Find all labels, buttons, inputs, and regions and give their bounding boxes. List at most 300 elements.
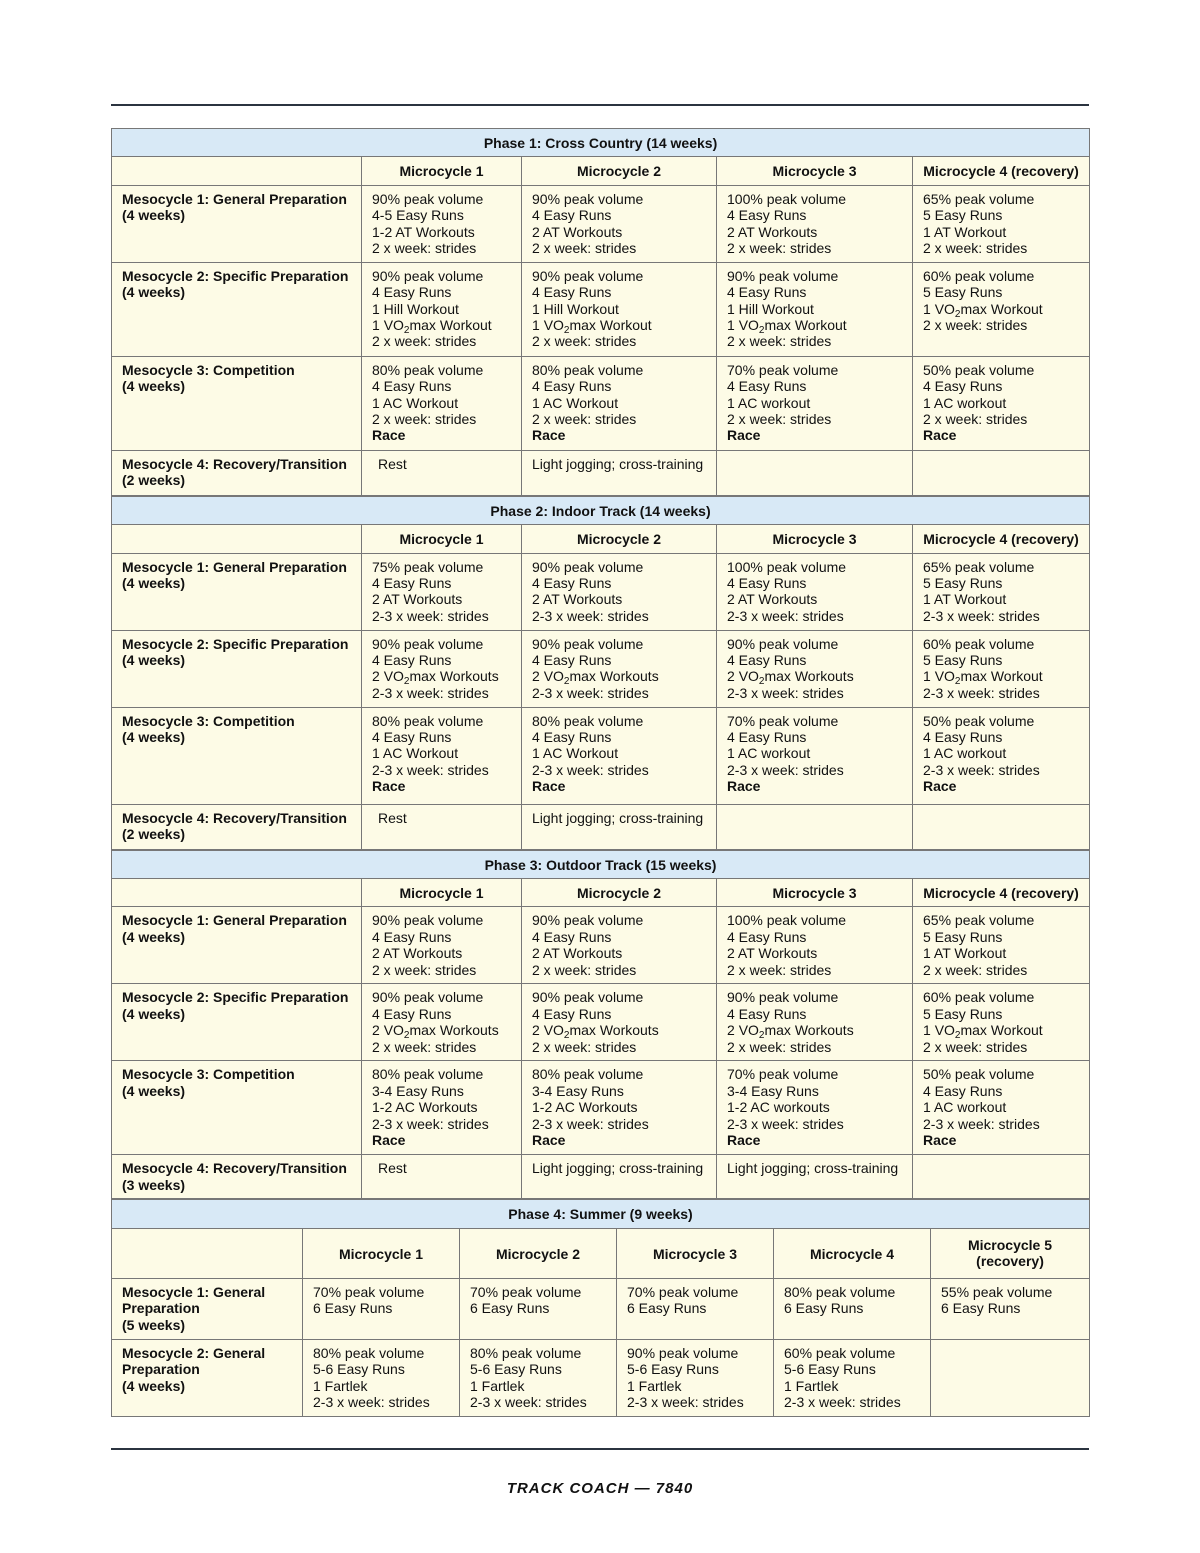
- microcycle-cell: [913, 804, 1090, 849]
- microcycle-header: Microcycle 1: [362, 157, 522, 185]
- cell-line: 2-3 x week: strides: [923, 684, 1040, 701]
- cell-line: 5 Easy Runs: [923, 207, 1003, 224]
- race-line: Race: [727, 427, 761, 444]
- cell-line: 2 x week: strides: [923, 961, 1028, 978]
- cell-line: 2 x week: strides: [532, 1038, 637, 1055]
- cell-line: 50% peak volume: [923, 712, 1035, 729]
- race-line: Race: [372, 778, 406, 795]
- cell-line: 2 x week: strides: [727, 961, 832, 978]
- microcycle-cell: [913, 1061, 1090, 1155]
- header-corner: [112, 157, 362, 185]
- microcycle-cell: [913, 450, 1090, 495]
- table-row: [112, 356, 1090, 450]
- cell-line: 5-6 Easy Runs: [470, 1361, 562, 1378]
- mesocycle-label: [112, 707, 362, 804]
- microcycle-header: Microcycle 3: [717, 157, 913, 185]
- microcycle-cell: [362, 707, 522, 804]
- cell-line: 2 $VO_2\max$ Workouts: [727, 1022, 854, 1042]
- microcycle-cell: [717, 262, 913, 356]
- race-line: Race: [372, 1132, 406, 1149]
- table-row: [112, 185, 1090, 262]
- microcycle-cell: [522, 356, 717, 450]
- mesocycle-label: [112, 1155, 362, 1199]
- cell-line: 2 x week: strides: [372, 411, 477, 428]
- microcycle-cell: [717, 553, 913, 630]
- cell-line: 6 Easy Runs: [784, 1300, 864, 1317]
- microcycle-cell: [717, 1061, 913, 1155]
- microcycle-cell: [362, 1155, 522, 1199]
- cell-line: 90% peak volume: [532, 267, 644, 284]
- microcycle-header: Microcycle 1: [362, 525, 522, 553]
- cell-line: 2 $VO_2\max$ Workouts: [372, 1022, 499, 1042]
- cell-line: 4 Easy Runs: [532, 928, 612, 945]
- cell-line: 6 Easy Runs: [313, 1300, 393, 1317]
- cell-line: 3-4 Easy Runs: [532, 1082, 624, 1099]
- race-line: Race: [532, 1132, 566, 1149]
- microcycle-cell: [913, 553, 1090, 630]
- race-line: Race: [727, 1132, 761, 1149]
- cell-line: 80% peak volume: [532, 1066, 644, 1083]
- mesocycle-label-line: Mesocycle 1: General Preparation: [122, 190, 347, 207]
- mesocycle-label-line: (4 weeks): [122, 1082, 186, 1099]
- cell-line: 2 AT Workouts: [727, 591, 818, 608]
- cell-line: 2 $VO_2\max$ Workouts: [532, 1022, 659, 1042]
- microcycle-cell: [913, 262, 1090, 356]
- mesocycle-label: [112, 630, 362, 707]
- cell-line: 2-3 x week: strides: [627, 1394, 744, 1411]
- cell-line: 60% peak volume: [923, 635, 1035, 652]
- microcycle-cell: [362, 185, 522, 262]
- table-row: [112, 707, 1090, 804]
- cell-line: 2-3 x week: strides: [727, 761, 844, 778]
- race-line: Race: [727, 778, 761, 795]
- table-row: [112, 1061, 1090, 1155]
- microcycle-cell: [522, 450, 717, 495]
- microcycle-cell: [522, 553, 717, 630]
- cell-line: 80% peak volume: [313, 1344, 425, 1361]
- cell-line: 1 AC Workout: [372, 745, 459, 762]
- table-row: [112, 1339, 1090, 1416]
- mesocycle-label: [112, 1278, 303, 1339]
- cell-line: 2-3 x week: strides: [532, 1115, 649, 1132]
- cell-line: 50% peak volume: [923, 1066, 1035, 1083]
- cell-line: 60% peak volume: [784, 1344, 896, 1361]
- header-corner: [112, 879, 362, 907]
- microcycle-cell: [717, 984, 913, 1061]
- cell-line: 2 x week: strides: [532, 961, 637, 978]
- cell-line: Light jogging; cross-training: [532, 809, 704, 826]
- cell-line: 2 AT Workouts: [532, 945, 623, 962]
- microcycle-cell: [774, 1339, 931, 1416]
- cell-line: 90% peak volume: [372, 912, 484, 929]
- cell-line: 2-3 x week: strides: [372, 607, 489, 624]
- mesocycle-label: [112, 804, 362, 849]
- cell-line: 2 x week: strides: [532, 333, 637, 350]
- mesocycle-label: [112, 984, 362, 1061]
- cell-line: 2 x week: strides: [727, 411, 832, 428]
- race-line: Race: [372, 427, 406, 444]
- cell-line: 1-2 AC workouts: [727, 1099, 830, 1116]
- mesocycle-label-line: (2 weeks): [122, 826, 186, 843]
- cell-line: 2 AT Workouts: [727, 223, 818, 240]
- cell-line: 1-2 AT Workouts: [372, 223, 475, 240]
- cell-line: 4 Easy Runs: [727, 1005, 807, 1022]
- cell-line: 5 Easy Runs: [923, 652, 1003, 669]
- cell-line: 70% peak volume: [727, 712, 839, 729]
- cell-line: 70% peak volume: [470, 1283, 582, 1300]
- mesocycle-label-line: Mesocycle 4: Recovery/Transition: [122, 809, 347, 826]
- microcycle-cell: [460, 1339, 617, 1416]
- cell-line: 2 x week: strides: [727, 1038, 832, 1055]
- cell-line: 4 Easy Runs: [727, 207, 807, 224]
- cell-line: 1 AC Workout: [372, 394, 459, 411]
- cell-line: 60% peak volume: [923, 267, 1035, 284]
- cell-line: 4 Easy Runs: [923, 378, 1003, 395]
- phase-title: Phase 1: Cross Country (14 weeks): [112, 129, 1090, 157]
- microcycle-header: Microcycle 4 (recovery): [913, 879, 1090, 907]
- cell-line: 2-3 x week: strides: [372, 761, 489, 778]
- cell-line: 80% peak volume: [784, 1283, 896, 1300]
- microcycle-cell: [717, 356, 913, 450]
- mesocycle-label-line: Mesocycle 4: Recovery/Transition: [122, 455, 347, 472]
- cell-line: 5-6 Easy Runs: [313, 1361, 405, 1378]
- cell-line: 100% peak volume: [727, 558, 847, 575]
- cell-line: 4 Easy Runs: [532, 207, 612, 224]
- cell-line: 80% peak volume: [532, 361, 644, 378]
- cell-line: 1 Hill Workout: [372, 300, 459, 317]
- microcycle-cell: [522, 804, 717, 849]
- mesocycle-label: [112, 262, 362, 356]
- cell-line: 5 Easy Runs: [923, 284, 1003, 301]
- cell-line: 5 Easy Runs: [923, 575, 1003, 592]
- microcycle-header: Microcycle 2: [522, 879, 717, 907]
- cell-line: 70% peak volume: [727, 1066, 839, 1083]
- cell-line: 4 Easy Runs: [727, 378, 807, 395]
- cell-line: 1 Fartlek: [313, 1377, 368, 1394]
- microcycle-cell: [717, 450, 913, 495]
- cell-line: 4 Easy Runs: [923, 1082, 1003, 1099]
- cell-line: 5-6 Easy Runs: [784, 1361, 876, 1378]
- cell-line: 4 Easy Runs: [727, 575, 807, 592]
- cell-line: 2-3 x week: strides: [727, 684, 844, 701]
- microcycle-cell: [717, 630, 913, 707]
- cell-line: 4-5 Easy Runs: [372, 207, 464, 224]
- mesocycle-label-line: Mesocycle 4: Recovery/Transition: [122, 1160, 347, 1177]
- cell-line: 1 $VO_2\max$ Workout: [372, 317, 492, 337]
- race-line: Race: [923, 778, 957, 795]
- cell-line: 80% peak volume: [372, 712, 484, 729]
- mesocycle-label-line: Preparation: [122, 1300, 200, 1317]
- mesocycle-label-line: Mesocycle 3: Competition: [122, 1066, 295, 1083]
- cell-line: Light jogging; cross-training: [532, 1160, 704, 1177]
- cell-line: 2 x week: strides: [923, 317, 1028, 334]
- cell-line: 2-3 x week: strides: [372, 1115, 489, 1132]
- mesocycle-label-line: (4 weeks): [122, 207, 186, 224]
- cell-line: Rest: [378, 809, 407, 826]
- cell-line: 1 AC workout: [727, 394, 811, 411]
- microcycle-cell: [362, 1061, 522, 1155]
- cell-line: 1 AC Workout: [532, 745, 619, 762]
- mesocycle-label-line: Mesocycle 3: Competition: [122, 712, 295, 729]
- cell-line: 55% peak volume: [941, 1283, 1053, 1300]
- microcycle-header: Microcycle 2: [522, 157, 717, 185]
- cell-line: 2 x week: strides: [923, 411, 1028, 428]
- cell-line: 80% peak volume: [532, 712, 644, 729]
- cell-line: 5 Easy Runs: [923, 1005, 1003, 1022]
- cell-line: 4 Easy Runs: [532, 652, 612, 669]
- cell-line: 1 $VO_2\max$ Workout: [923, 668, 1043, 688]
- microcycle-cell: [913, 907, 1090, 984]
- cell-line: 6 Easy Runs: [627, 1300, 707, 1317]
- cell-line: 90% peak volume: [532, 989, 644, 1006]
- cell-line: 90% peak volume: [532, 558, 644, 575]
- mesocycle-label: [112, 450, 362, 495]
- cell-line: 4 Easy Runs: [532, 284, 612, 301]
- microcycle-header: Microcycle 2: [522, 525, 717, 553]
- microcycle-cell: [522, 1061, 717, 1155]
- table-row: [112, 630, 1090, 707]
- phase-table: [111, 1199, 1090, 1416]
- top-rule: [111, 104, 1089, 106]
- cell-line: 65% peak volume: [923, 558, 1035, 575]
- cell-line: 1 Fartlek: [470, 1377, 525, 1394]
- cell-line: 5-6 Easy Runs: [627, 1361, 719, 1378]
- mesocycle-label: [112, 907, 362, 984]
- cell-line: 2 x week: strides: [727, 333, 832, 350]
- microcycle-cell: [522, 262, 717, 356]
- mesocycle-label: [112, 1061, 362, 1155]
- cell-line: 2-3 x week: strides: [532, 684, 649, 701]
- microcycle-cell: [522, 907, 717, 984]
- table-row: [112, 262, 1090, 356]
- cell-line: 1 AT Workout: [923, 223, 1007, 240]
- mesocycle-label-line: (3 weeks): [122, 1176, 186, 1193]
- cell-line: 80% peak volume: [372, 1066, 484, 1083]
- microcycle-cell: [717, 185, 913, 262]
- mesocycle-label-line: (2 weeks): [122, 472, 186, 489]
- microcycle-cell: [522, 630, 717, 707]
- cell-line: 4 Easy Runs: [727, 928, 807, 945]
- cell-line: 2 x week: strides: [372, 333, 477, 350]
- cell-line: 2-3 x week: strides: [470, 1394, 587, 1411]
- cell-line: 100% peak volume: [727, 190, 847, 207]
- cell-line: 1-2 AC Workouts: [532, 1099, 638, 1116]
- cell-line: 1 AC workout: [923, 1099, 1007, 1116]
- cell-line: 2 AT Workouts: [532, 591, 623, 608]
- table-row: [112, 553, 1090, 630]
- cell-line: 2-3 x week: strides: [784, 1394, 901, 1411]
- race-line: Race: [923, 1132, 957, 1149]
- mesocycle-label-line: Mesocycle 1: General Preparation: [122, 558, 347, 575]
- microcycle-cell: [522, 185, 717, 262]
- cell-line: 1 $VO_2\max$ Workout: [727, 317, 847, 337]
- mesocycle-label-line: (5 weeks): [122, 1316, 186, 1333]
- cell-line: 2-3 x week: strides: [532, 761, 649, 778]
- cell-line: 65% peak volume: [923, 190, 1035, 207]
- cell-line: 60% peak volume: [923, 989, 1035, 1006]
- cell-line: 80% peak volume: [470, 1344, 582, 1361]
- mesocycle-label-line: (4 weeks): [122, 1377, 186, 1394]
- cell-line: 1 AT Workout: [923, 591, 1007, 608]
- table-row: [112, 1155, 1090, 1199]
- cell-line: 2 $VO_2\max$ Workouts: [372, 668, 499, 688]
- cell-line: 1 $VO_2\max$ Workout: [923, 300, 1043, 320]
- header-corner: [112, 525, 362, 553]
- bottom-rule: [111, 1448, 1089, 1450]
- microcycle-cell: [362, 630, 522, 707]
- cell-line: 90% peak volume: [532, 190, 644, 207]
- microcycle-cell: [717, 907, 913, 984]
- cell-line: Light jogging; cross-training: [727, 1160, 899, 1177]
- microcycle-header: Microcycle 1: [362, 879, 522, 907]
- cell-line: 1 Hill Workout: [727, 300, 814, 317]
- cell-line: 1 Fartlek: [627, 1377, 682, 1394]
- cell-line: 4 Easy Runs: [372, 928, 452, 945]
- cell-line: Light jogging; cross-training: [532, 455, 704, 472]
- cell-line: 4 Easy Runs: [727, 729, 807, 746]
- cell-line: 2-3 x week: strides: [923, 1115, 1040, 1132]
- cell-line: 4 Easy Runs: [372, 284, 452, 301]
- cell-line: 2 AT Workouts: [372, 945, 463, 962]
- cell-line: 90% peak volume: [372, 635, 484, 652]
- cell-line: 2 AT Workouts: [532, 223, 623, 240]
- cell-line: 2 x week: strides: [372, 240, 477, 257]
- microcycle-cell: [303, 1278, 460, 1339]
- cell-line: 4 Easy Runs: [532, 575, 612, 592]
- cell-line: 2 x week: strides: [727, 240, 832, 257]
- cell-line: 1 AC workout: [923, 745, 1007, 762]
- cell-line: 1 AC workout: [923, 394, 1007, 411]
- mesocycle-label-line: (4 weeks): [122, 729, 186, 746]
- mesocycle-label-line: (4 weeks): [122, 378, 186, 395]
- cell-line: 90% peak volume: [372, 190, 484, 207]
- microcycle-header: Microcycle 5 (recovery): [931, 1228, 1090, 1278]
- mesocycle-label: [112, 356, 362, 450]
- microcycle-header: Microcycle 1: [303, 1228, 460, 1278]
- cell-line: Rest: [378, 455, 407, 472]
- cell-line: 2 $VO_2\max$ Workouts: [727, 668, 854, 688]
- cell-line: 2-3 x week: strides: [532, 607, 649, 624]
- mesocycle-label-line: Mesocycle 2: General: [122, 1344, 266, 1361]
- microcycle-cell: [362, 356, 522, 450]
- cell-line: 4 Easy Runs: [372, 1005, 452, 1022]
- cell-line: 2 x week: strides: [923, 240, 1028, 257]
- cell-line: 6 Easy Runs: [941, 1300, 1021, 1317]
- mesocycle-label: [112, 553, 362, 630]
- microcycle-header: Microcycle 3: [717, 525, 913, 553]
- cell-line: 2 x week: strides: [372, 961, 477, 978]
- microcycle-cell: [460, 1278, 617, 1339]
- cell-line: 1 Fartlek: [784, 1377, 839, 1394]
- mesocycle-label-line: Preparation: [122, 1361, 200, 1378]
- mesocycle-label: [112, 185, 362, 262]
- microcycle-cell: [362, 804, 522, 849]
- cell-line: Rest: [378, 1160, 407, 1177]
- cell-line: 4 Easy Runs: [372, 729, 452, 746]
- microcycle-cell: [522, 1155, 717, 1199]
- mesocycle-label-line: Mesocycle 2: Specific Preparation: [122, 267, 349, 284]
- microcycle-cell: [717, 804, 913, 849]
- cell-line: 1 AT Workout: [923, 945, 1007, 962]
- microcycle-cell: [362, 553, 522, 630]
- cell-line: 90% peak volume: [532, 912, 644, 929]
- microcycle-cell: [774, 1278, 931, 1339]
- table-row: [112, 984, 1090, 1061]
- mesocycle-label-line: Mesocycle 2: Specific Preparation: [122, 989, 349, 1006]
- table-row: [112, 907, 1090, 984]
- microcycle-cell: [617, 1278, 774, 1339]
- cell-line: 2-3 x week: strides: [727, 1115, 844, 1132]
- mesocycle-label-line: Mesocycle 1: General: [122, 1283, 266, 1300]
- cell-line: 1 AC workout: [727, 745, 811, 762]
- microcycle-cell: [717, 1155, 913, 1199]
- microcycle-cell: [522, 707, 717, 804]
- cell-line: 6 Easy Runs: [470, 1300, 550, 1317]
- microcycle-cell: [913, 185, 1090, 262]
- cell-line: 90% peak volume: [727, 635, 839, 652]
- microcycle-cell: [913, 1155, 1090, 1199]
- cell-line: 2 x week: strides: [532, 240, 637, 257]
- cell-line: 90% peak volume: [372, 989, 484, 1006]
- cell-line: 2-3 x week: strides: [923, 761, 1040, 778]
- cell-line: 4 Easy Runs: [532, 378, 612, 395]
- phase-title: Phase 3: Outdoor Track (15 weeks): [112, 850, 1090, 878]
- mesocycle-label-line: (4 weeks): [122, 1005, 186, 1022]
- microcycle-cell: [931, 1278, 1090, 1339]
- microcycle-cell: [362, 450, 522, 495]
- table-row: [112, 1278, 1090, 1339]
- microcycle-header: Microcycle 2: [460, 1228, 617, 1278]
- table-row: [112, 804, 1090, 849]
- microcycle-header: Microcycle 4 (recovery): [913, 157, 1090, 185]
- cell-line: 70% peak volume: [627, 1283, 739, 1300]
- mesocycle-label-line: (4 weeks): [122, 575, 186, 592]
- mesocycle-label-line: (4 weeks): [122, 928, 186, 945]
- training-plan-tables: [111, 128, 1089, 1417]
- microcycle-header: Microcycle 3: [617, 1228, 774, 1278]
- cell-line: 4 Easy Runs: [372, 575, 452, 592]
- microcycle-header: Microcycle 3: [717, 879, 913, 907]
- cell-line: 5 Easy Runs: [923, 928, 1003, 945]
- cell-line: 2 $VO_2\max$ Workouts: [532, 668, 659, 688]
- microcycle-cell: [913, 984, 1090, 1061]
- cell-line: 1 AC Workout: [532, 394, 619, 411]
- phase-title: Phase 2: Indoor Track (14 weeks): [112, 496, 1090, 524]
- cell-line: 2 x week: strides: [923, 1038, 1028, 1055]
- cell-line: 2-3 x week: strides: [923, 607, 1040, 624]
- cell-line: 70% peak volume: [313, 1283, 425, 1300]
- mesocycle-label-line: (4 weeks): [122, 284, 186, 301]
- microcycle-cell: [913, 630, 1090, 707]
- cell-line: 90% peak volume: [372, 267, 484, 284]
- microcycle-cell: [362, 984, 522, 1061]
- cell-line: 2-3 x week: strides: [313, 1394, 430, 1411]
- header-corner: [112, 1228, 303, 1278]
- cell-line: 1 $VO_2\max$ Workout: [923, 1022, 1043, 1042]
- cell-line: 90% peak volume: [532, 635, 644, 652]
- cell-line: 1 $VO_2\max$ Workout: [532, 317, 652, 337]
- cell-line: 4 Easy Runs: [372, 652, 452, 669]
- microcycle-cell: [362, 262, 522, 356]
- cell-line: 90% peak volume: [727, 267, 839, 284]
- cell-line: 1-2 AC Workouts: [372, 1099, 478, 1116]
- cell-line: 2-3 x week: strides: [372, 684, 489, 701]
- microcycle-header: Microcycle 4 (recovery): [913, 525, 1090, 553]
- cell-line: 4 Easy Runs: [532, 729, 612, 746]
- cell-line: 100% peak volume: [727, 912, 847, 929]
- cell-line: 65% peak volume: [923, 912, 1035, 929]
- cell-line: 2-3 x week: strides: [727, 607, 844, 624]
